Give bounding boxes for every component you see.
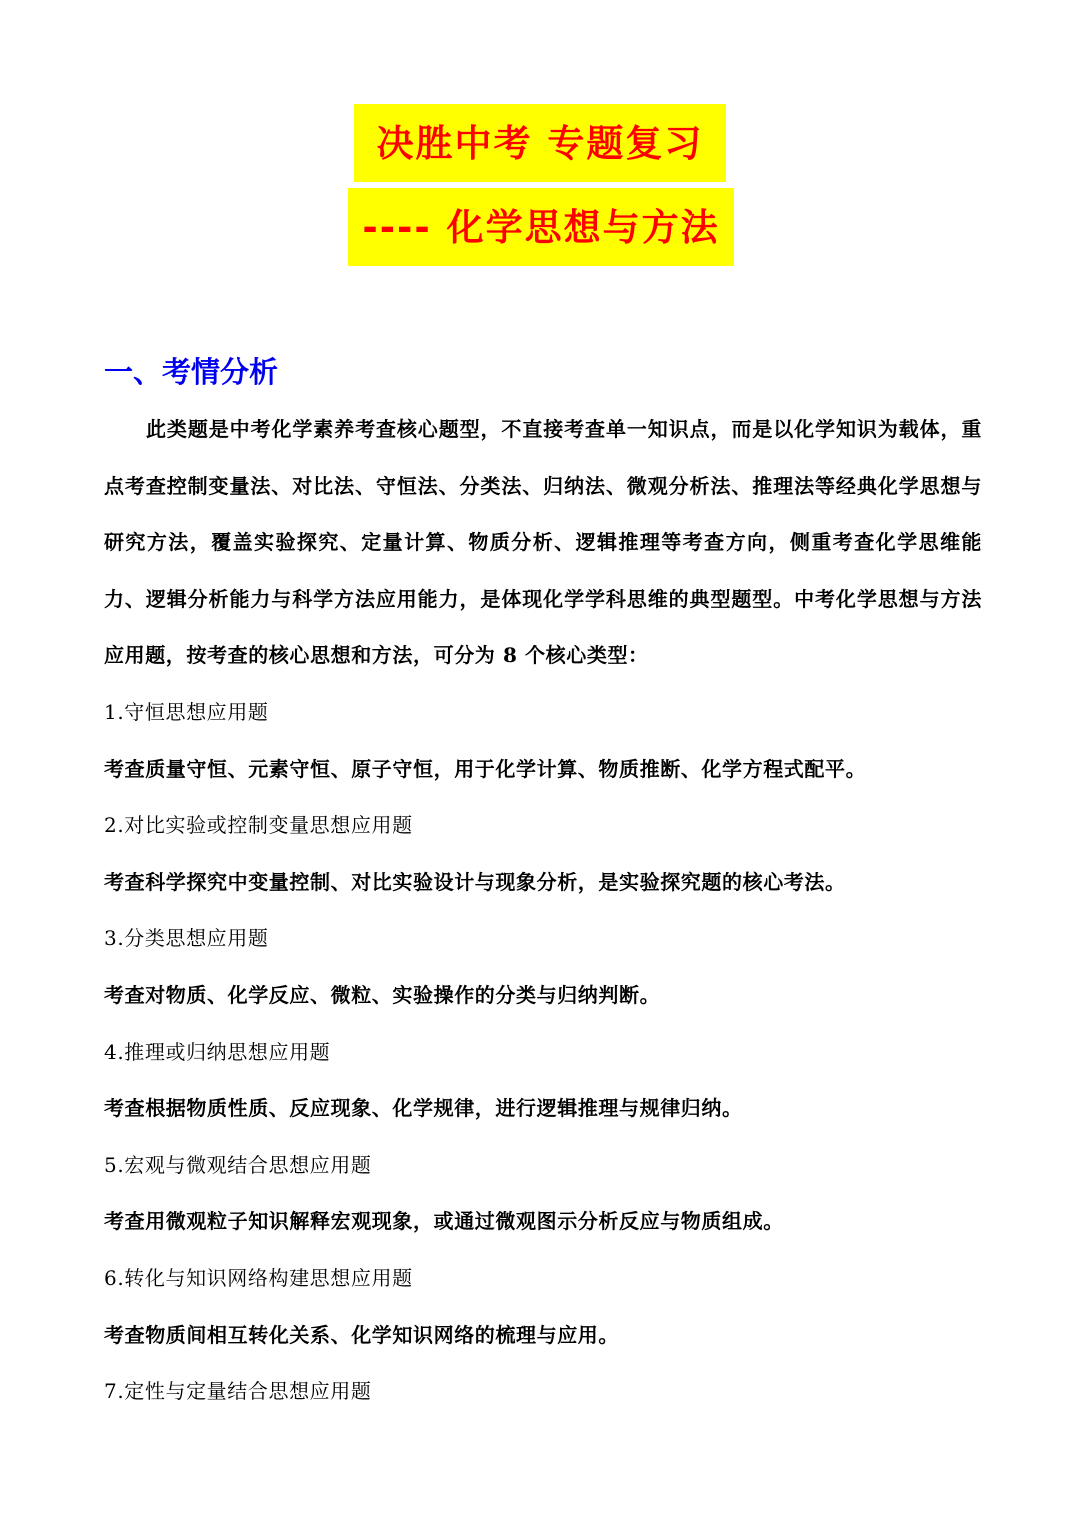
item-list — [104, 684, 982, 1420]
item-6-description: 考查物质间相互转化关系、化学知识网络的梳理与应用。 — [104, 1322, 619, 1347]
item-4-title: 4.推理或归纳思想应用题 — [104, 1039, 331, 1064]
item-1-description: 考查质量守恒、元素守恒、原子守恒，用于化学计算、物质推断、化学方程式配平。 — [104, 756, 867, 781]
item-2-description: 考查科学探究中变量控制、对比实验设计与现象分析，是实验探究题的核心考法。 — [104, 869, 846, 894]
title-line-2 — [348, 188, 734, 266]
item-3-title: 3.分类思想应用题 — [104, 926, 269, 951]
item-3-description: 考查对物质、化学反应、微粒、实验操作的分类与归纳判断。 — [104, 982, 661, 1007]
title-line-2-text: ---- 化学思想与方法 — [362, 205, 720, 249]
section-heading: 一、考情分析 — [104, 355, 279, 389]
title-line-1-text: 决胜中考 专题复习 — [376, 121, 704, 165]
item-5-title: 5.宏观与微观结合思想应用题 — [104, 1152, 372, 1177]
title-line-1 — [354, 104, 726, 182]
intro-paragraph: 此类题是中考化学素养考查核心题型，不直接考查单一知识点，而是以化学知识为载体，重点考查控制变量法、对比法、守恒法、分类法、归纳法、微观分析法、推理法等经典化学思想与研究方法，覆盖实验探究、定量计算、物质分析、逻辑推理等考查方向，侧重考查化学思维能力、逻辑分析能力与科学方法应用能力，是体现化学学科思维的典型题型。中考化学思想与方法应用题，按考查的核心思想和方法，可分为 8 个核心类型： — [104, 417, 982, 668]
item-1-title: 1.守恒思想应用题 — [104, 700, 269, 724]
item-6-title: 6.转化与知识网络构建思想应用题 — [104, 1265, 413, 1290]
item-4-description: 考查根据物质性质、反应现象、化学规律，进行逻辑推理与规律归纳。 — [104, 1096, 743, 1121]
item-7-title: 7.定性与定量结合思想应用题 — [104, 1379, 372, 1404]
item-2-title: 2.对比实验或控制变量思想应用题 — [104, 813, 413, 838]
item-5-description: 考查用微观粒子知识解释宏观现象，或通过微观图示分析反应与物质组成。 — [104, 1209, 784, 1234]
